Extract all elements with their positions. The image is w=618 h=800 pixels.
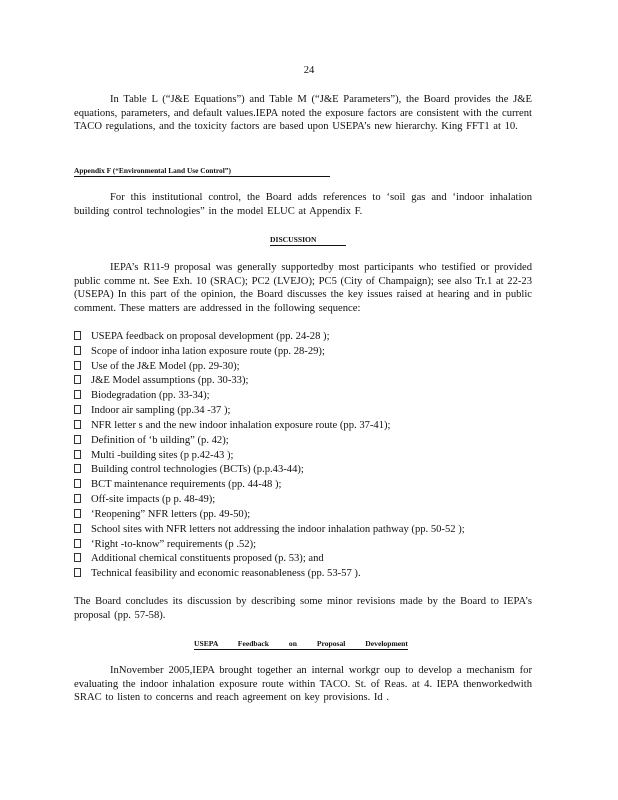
conclusion-paragraph: The Board concludes its discussion by describing some minor revisions made by the Board to IEPA’s proposal (pp. 57-58).	[74, 596, 532, 621]
issue-sequence-list	[74, 330, 544, 582]
list-item	[74, 508, 544, 523]
list-item	[74, 434, 544, 449]
list-item	[74, 463, 544, 478]
list-item	[74, 374, 544, 389]
list-item	[74, 449, 544, 464]
bullet-icon	[74, 553, 81, 562]
usepa-feedback-paragraph: InNovember 2005,IEPA brought together an internal workgr oup to develop a mechanism for evaluating the indoor inhalation exposure route within TACO. St. of Reas. at 4. IEPA thenworkedwith SRAC to listen to concerns and reach agreement on key provisions. Id .	[74, 665, 532, 704]
list-item	[74, 523, 544, 538]
list-item-text: USEPA feedback on proposal development (pp. 24-28 );	[91, 331, 330, 342]
list-item	[74, 345, 544, 360]
list-item-text: ‘Right -to-know” requirements (p .52);	[91, 538, 257, 550]
list-item	[74, 478, 544, 493]
bullet-icon	[74, 375, 81, 384]
list-item	[74, 404, 544, 419]
list-item-text: BCT maintenance requirements (pp. 44-48 );	[91, 479, 282, 491]
list-item-text: Biodegradation (pp. 33-34);	[91, 390, 210, 402]
list-item	[74, 330, 544, 345]
list-item	[74, 360, 544, 375]
bullet-icon	[74, 390, 81, 399]
list-item	[74, 567, 544, 582]
bullet-icon	[74, 420, 81, 429]
bullet-icon	[74, 539, 81, 548]
list-item	[74, 493, 544, 508]
list-item-text: Multi -building sites (p p.42-43 );	[91, 449, 234, 461]
bullet-icon	[74, 568, 81, 577]
table-intro-paragraph: In Table L (“J&E Equations”) and Table M (“J&E Parameters”), the Board provides the J&E equations, parameters, and default values.IEPA noted the exposure factors are consistent with the current TACO regulations, and the toxicity factors are based upon USEPA’s new hierarchy. King FFT1 at 10.	[74, 94, 532, 133]
bullet-icon	[74, 450, 81, 459]
list-item-text: Scope of indoor inha lation exposure route (pp. 28-29);	[91, 345, 325, 357]
bullet-icon	[74, 346, 81, 355]
list-item	[74, 538, 544, 553]
list-item-text: Technical feasibility and economic reasonableness (pp. 53-57 ).	[91, 568, 361, 580]
list-item-text: NFR letter s and the new indoor inhalation exposure route (pp. 37-41);	[91, 419, 391, 431]
bullet-icon	[74, 361, 81, 370]
page-number: 24	[303, 65, 315, 76]
appendix-f-heading: Appendix F (“Environmental Land Use Control”)	[74, 166, 330, 177]
usepa-feedback-heading: USEPA Feedback on Proposal Development	[194, 639, 408, 648]
bullet-icon	[74, 435, 81, 444]
list-item-text: Additional chemical constituents proposed (p. 53); and	[91, 553, 324, 565]
institutional-control-paragraph: For this institutional control, the Board adds references to ‘soil gas and ‘indoor inhalation building control technologies” in the model ELUC at Appendix F.	[74, 192, 532, 217]
list-item	[74, 419, 544, 434]
list-item-text: School sites with NFR letters not addressing the indoor inhalation pathway (pp. 50-52 );	[91, 523, 465, 535]
bullet-icon	[74, 509, 81, 518]
list-item-text: ‘Reopening” NFR letters (pp. 49-50);	[91, 508, 251, 520]
bullet-icon	[74, 524, 81, 533]
list-item-text: Building control technologies (BCTs) (p.p.43-44);	[91, 464, 304, 476]
list-item-text: J&E Model assumptions (pp. 30-33);	[91, 375, 249, 387]
discussion-heading: DISCUSSION	[270, 235, 346, 246]
discussion-intro-paragraph: IEPA’s R11-9 proposal was generally supportedby most participants who testified or provided public comme nt. See Exh. 10 (SRAC); PC2 (LVEJO); PC5 (City of Champaign); see also Tr.1 at 22-23 (USEPA) In this part of the opinion, the Board discusses the key issues raised at hearing and in public comment. These matters are addressed in the following sequence:	[74, 262, 532, 314]
bullet-icon	[74, 494, 81, 503]
list-item	[74, 552, 544, 567]
bullet-icon	[74, 464, 81, 473]
bullet-icon	[74, 405, 81, 414]
bullet-icon	[74, 479, 81, 488]
list-item-text: Use of the J&E Model (pp. 29-30);	[91, 360, 240, 372]
list-item	[74, 389, 544, 404]
list-item-text: Definition of ‘b uilding” (p. 42);	[91, 434, 229, 446]
list-item-text: Off-site impacts (p p. 48-49);	[91, 494, 216, 506]
bullet-icon	[74, 331, 81, 340]
list-item-text: Indoor air sampling (pp.34 -37 );	[91, 405, 231, 417]
